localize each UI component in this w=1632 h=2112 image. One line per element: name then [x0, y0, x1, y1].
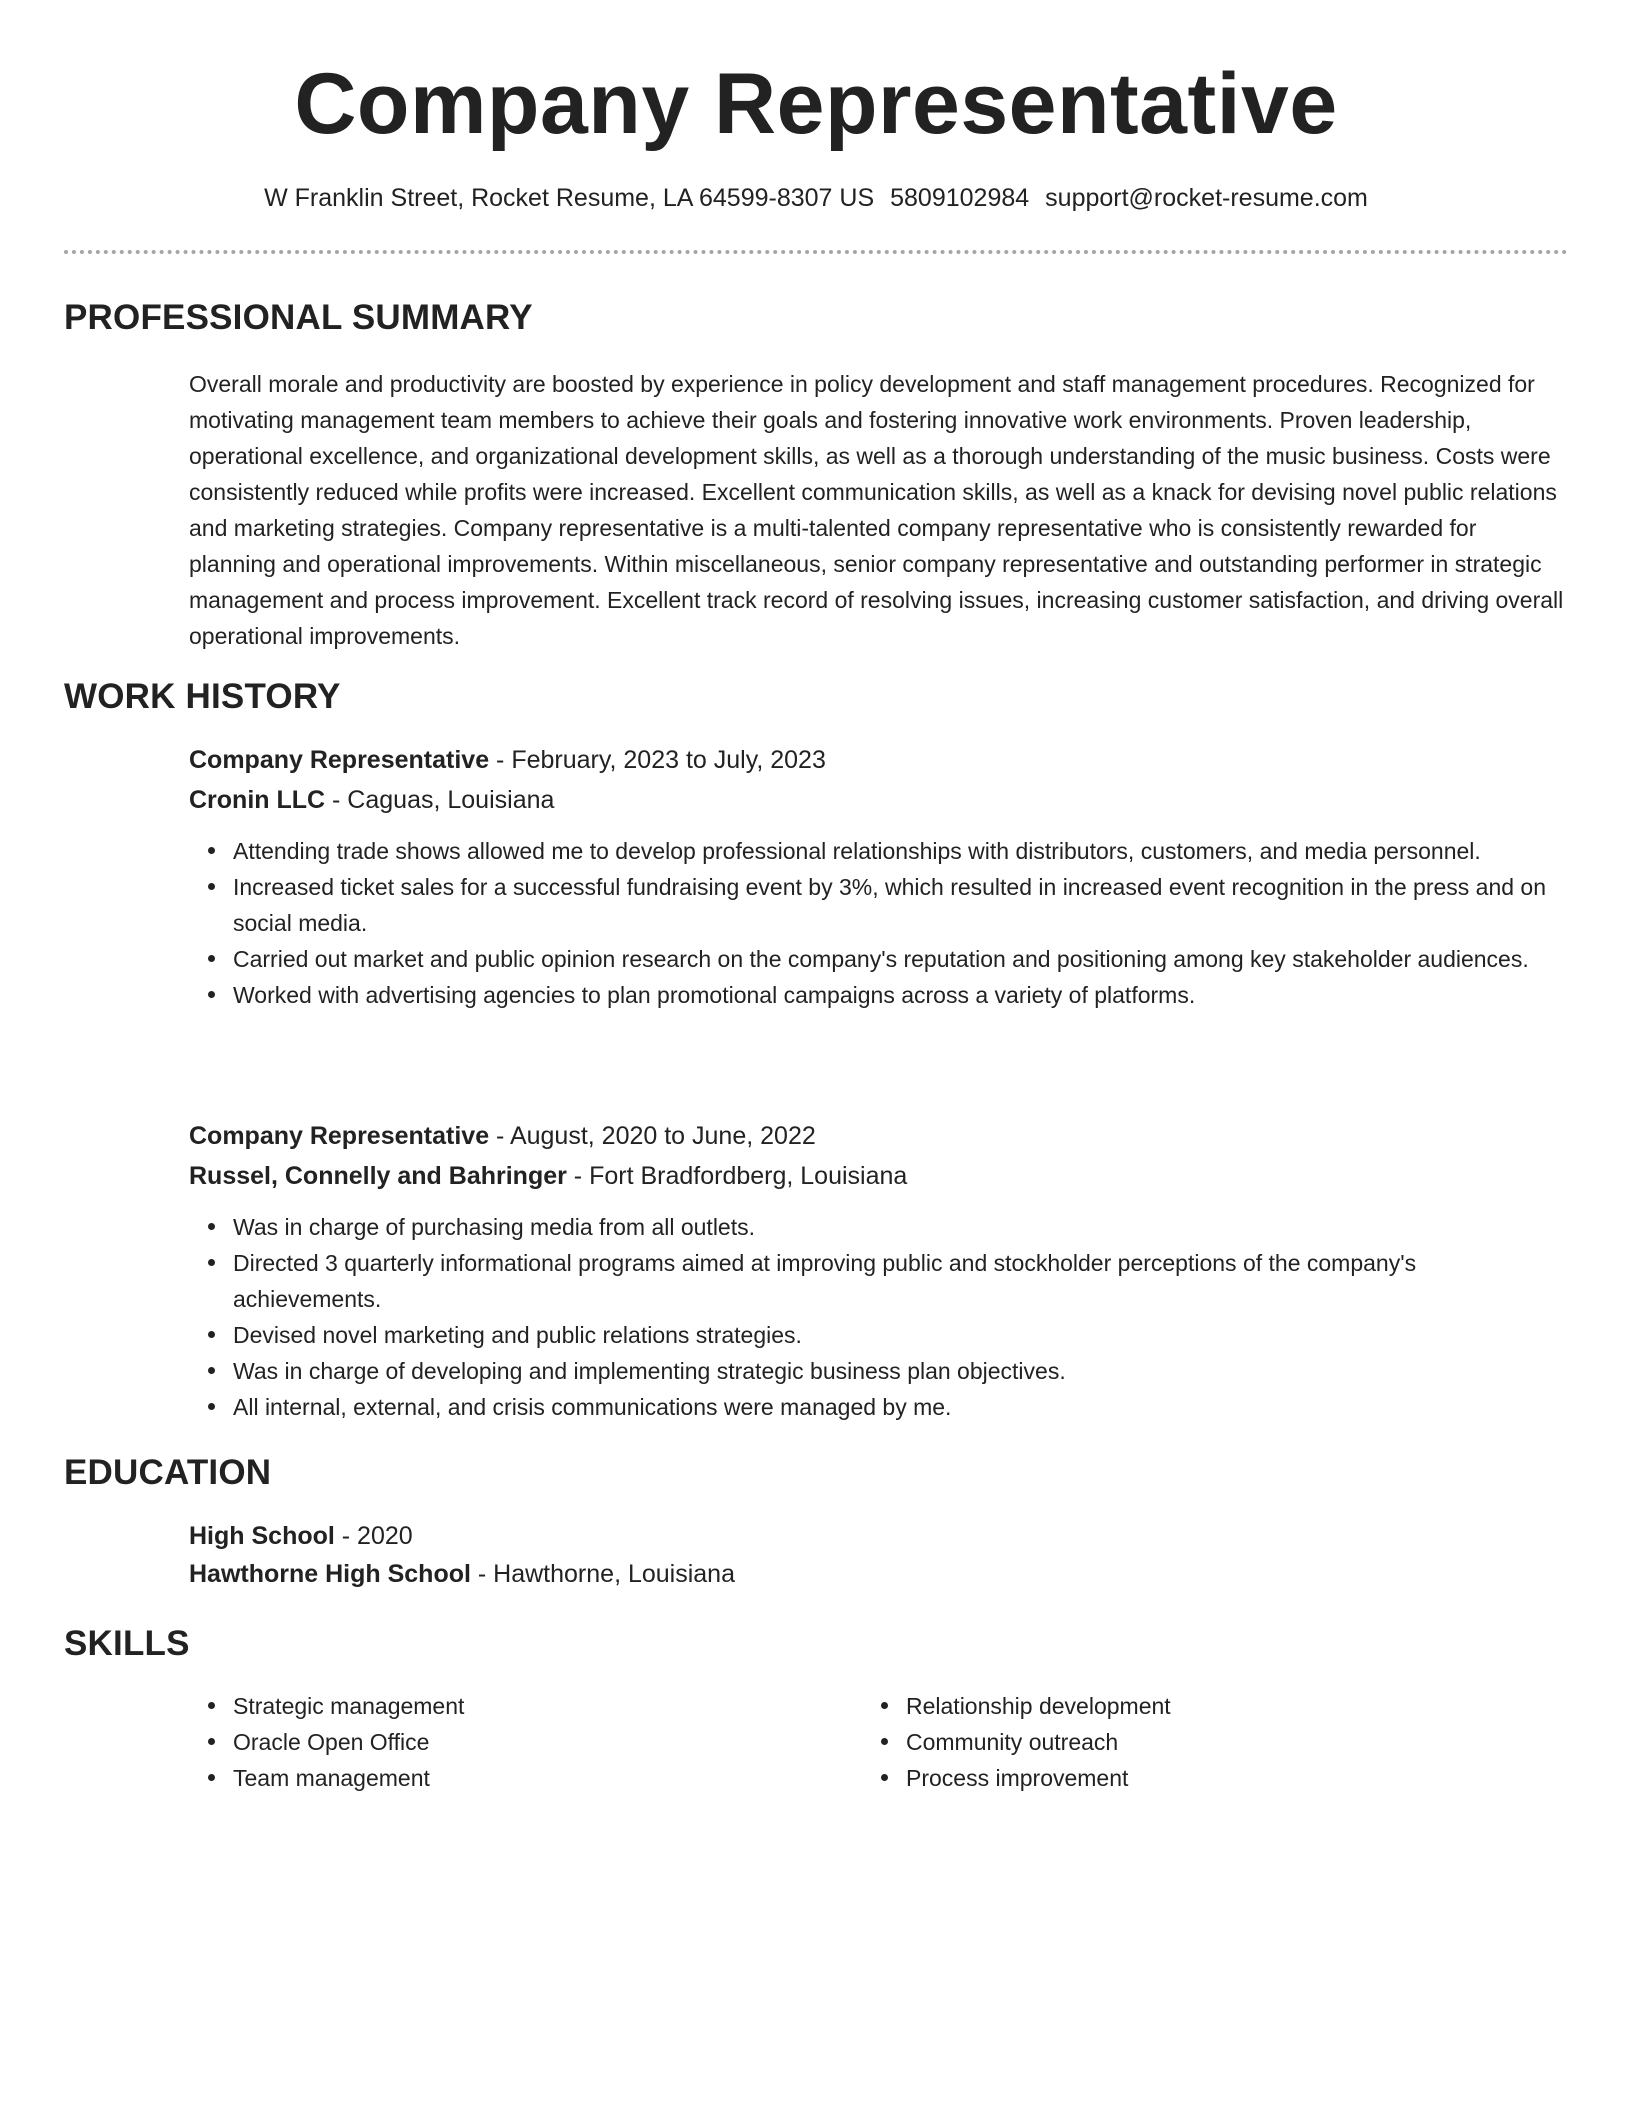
contact-line — [0, 178, 1632, 218]
section-title-summary: PROFESSIONAL SUMMARY — [64, 298, 533, 337]
skill-item: Strategic management — [189, 1688, 829, 1724]
job-bullets — [189, 833, 1569, 1013]
job-dates: - February, 2023 to July, 2023 — [489, 746, 826, 774]
list-item: Was in charge of developing and implementing strategic business plan objectives. — [189, 1353, 1569, 1389]
education-degree-line — [189, 1516, 413, 1556]
job-company: Cronin LLC — [189, 786, 326, 814]
job-title-line — [189, 740, 826, 780]
job-company-line — [189, 780, 554, 820]
list-item: Directed 3 quarterly informational programs aimed at improving public and stockholder perceptions of the company's achievements. — [189, 1245, 1569, 1317]
email: support@rocket-resume.com — [1045, 184, 1368, 212]
skill-item: Oracle Open Office — [189, 1724, 829, 1760]
list-item: Attending trade shows allowed me to develop professional relationships with distributors, customers, and media personnel. — [189, 833, 1569, 869]
skill-item: Relationship development — [862, 1688, 1502, 1724]
job-location: - Caguas, Louisiana — [325, 786, 555, 814]
skills-list-right — [862, 1688, 1502, 1796]
list-item: Increased ticket sales for a successful fundraising event by 3%, which resulted in increased event recognition in the press and on social media. — [189, 869, 1569, 941]
skills-list-left — [189, 1688, 829, 1796]
list-item: All internal, external, and crisis communications were managed by me. — [189, 1389, 1569, 1425]
list-item: Carried out market and public opinion research on the company's reputation and positioning among key stakeholder audiences. — [189, 941, 1569, 977]
job-location: - Fort Bradfordberg, Louisiana — [566, 1162, 908, 1190]
section-title-work-history: WORK HISTORY — [64, 677, 341, 716]
section-title-skills: SKILLS — [64, 1624, 190, 1663]
education-location: - Hawthorne, Louisiana — [470, 1560, 735, 1588]
job-bullets — [189, 1209, 1569, 1425]
job-company: Russel, Connelly and Bahringer — [189, 1162, 567, 1190]
list-item: Devised novel marketing and public relations strategies. — [189, 1317, 1569, 1353]
education-school: Hawthorne High School — [189, 1560, 471, 1588]
skill-item: Process improvement — [862, 1760, 1502, 1796]
list-item: Worked with advertising agencies to plan promotional campaigns across a variety of platforms. — [189, 977, 1569, 1013]
job-dates: - August, 2020 to June, 2022 — [489, 1122, 816, 1150]
phone: 5809102984 — [890, 184, 1030, 212]
job-role: Company Representative — [189, 746, 490, 774]
skill-item: Team management — [189, 1760, 829, 1796]
list-item: Was in charge of purchasing media from all outlets. — [189, 1209, 1569, 1245]
summary-text: Overall morale and productivity are boosted by experience in policy development and staff management procedures. Recognized for motivating management team members to achieve their goals and fostering innovative work environments. Proven leadership, operational excellence, and organizational development skills, as well as a thorough understanding of the music business. Costs were consistently reduced while profits were increased. Excellent communication skills, as well as a knack for devising novel public relations and marketing strategies. Company representative is a multi-talented company representative who is consistently rewarded for planning and operational improvements. Within miscellaneous, senior company representative and outstanding performer in strategic management and process improvement. Excellent track record of resolving issues, increasing customer satisfaction, and driving overall operational improvements. — [189, 371, 1564, 649]
address: W Franklin Street, Rocket Resume, LA 64599-8307 US — [264, 184, 875, 212]
job-company-line — [189, 1156, 907, 1196]
education-degree: High School — [189, 1522, 335, 1550]
education-school-line — [189, 1554, 735, 1594]
candidate-name: Company Representative — [294, 56, 1338, 152]
skill-item: Community outreach — [862, 1724, 1502, 1760]
section-title-education: EDUCATION — [64, 1453, 272, 1492]
education-year: - 2020 — [334, 1522, 413, 1550]
job-role: Company Representative — [189, 1122, 490, 1150]
header-divider — [64, 250, 1568, 254]
job-title-line — [189, 1116, 816, 1156]
